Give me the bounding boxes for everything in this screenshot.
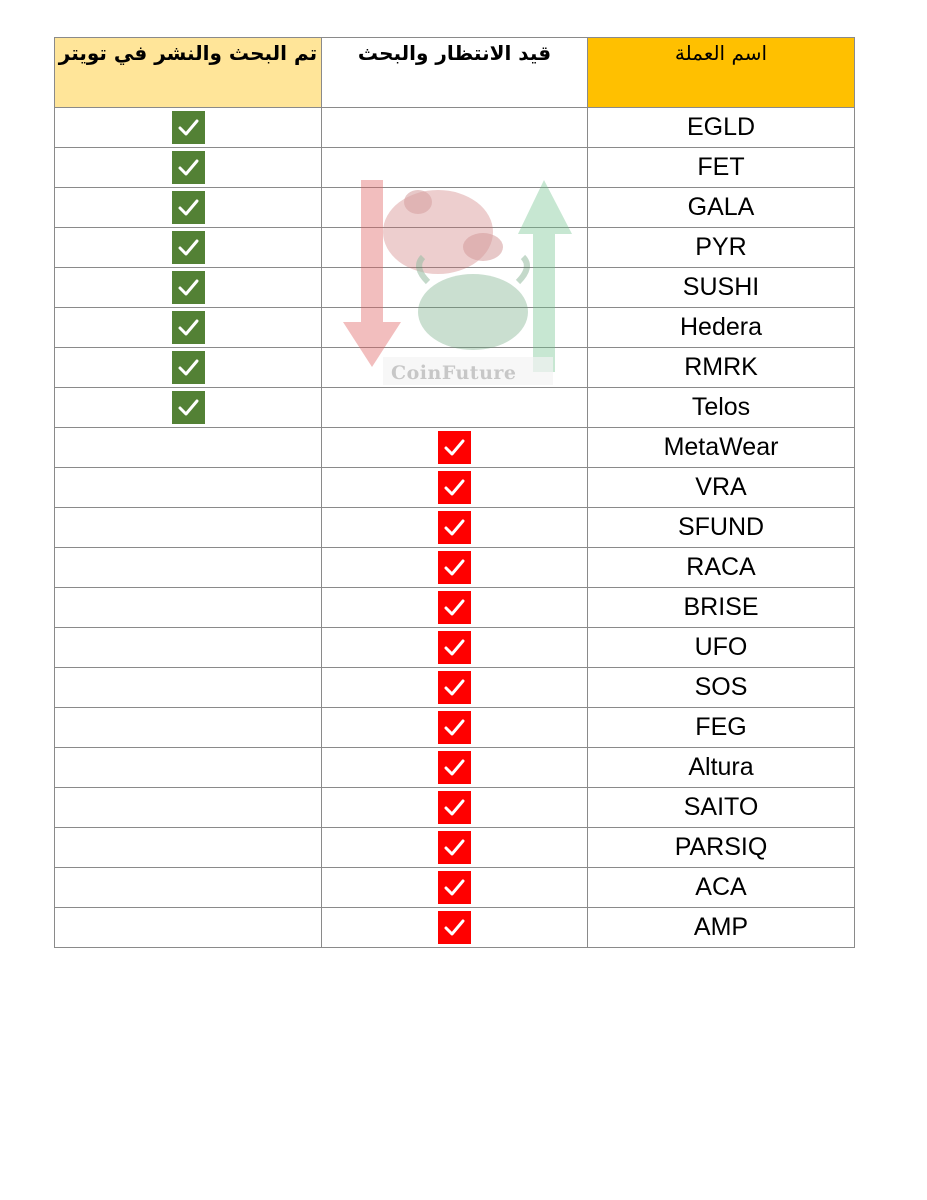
coin-name-cell: AMP [588,908,855,948]
check-red-icon [438,431,471,464]
coin-name-cell: Altura [588,748,855,788]
check-green-icon [172,151,205,184]
header-coin-name: اسم العملة [588,38,855,108]
table-row [55,228,855,268]
pending-cell [322,548,588,588]
pending-cell [322,868,588,908]
coin-name-cell: GALA [588,188,855,228]
posted-cell [55,348,322,388]
coin-name-cell: MetaWear [588,428,855,468]
pending-cell [322,828,588,868]
pending-cell [322,108,588,148]
pending-cell [322,348,588,388]
coin-name-cell: VRA [588,468,855,508]
check-red-icon [438,471,471,504]
pending-cell [322,228,588,268]
table-row [55,868,855,908]
check-red-icon [438,871,471,904]
posted-cell [55,908,322,948]
check-red-icon [438,671,471,704]
posted-cell [55,668,322,708]
posted-cell [55,468,322,508]
pending-cell [322,708,588,748]
coin-name-cell: FET [588,148,855,188]
check-green-icon [172,391,205,424]
posted-cell [55,108,322,148]
coin-name-cell: ACA [588,868,855,908]
check-red-icon [438,831,471,864]
posted-cell [55,508,322,548]
posted-cell [55,748,322,788]
pending-cell [322,188,588,228]
posted-cell [55,388,322,428]
table-row [55,628,855,668]
check-red-icon [438,511,471,544]
coin-status-table [54,37,855,948]
table-body [55,108,855,948]
coin-name-cell: RMRK [588,348,855,388]
table-row [55,748,855,788]
posted-cell [55,268,322,308]
coin-name-cell: RACA [588,548,855,588]
table-row [55,388,855,428]
posted-cell [55,548,322,588]
table-row [55,588,855,628]
check-red-icon [438,751,471,784]
table-row [55,548,855,588]
table-row [55,428,855,468]
table-row [55,348,855,388]
check-green-icon [172,271,205,304]
header-posted: تم البحث والنشر في تويتر [55,38,322,108]
coin-name-cell: UFO [588,628,855,668]
coin-name-cell: Hedera [588,308,855,348]
pending-cell [322,388,588,428]
check-green-icon [172,311,205,344]
coin-name-cell: FEG [588,708,855,748]
table-row [55,508,855,548]
check-green-icon [172,191,205,224]
posted-cell [55,308,322,348]
table-row [55,708,855,748]
table-row [55,268,855,308]
check-red-icon [438,631,471,664]
table-row [55,668,855,708]
pending-cell [322,788,588,828]
pending-cell [322,268,588,308]
posted-cell [55,588,322,628]
check-red-icon [438,711,471,744]
posted-cell [55,708,322,748]
check-green-icon [172,111,205,144]
pending-cell [322,508,588,548]
posted-cell [55,188,322,228]
check-red-icon [438,791,471,824]
pending-cell [322,428,588,468]
check-red-icon [438,591,471,624]
coin-name-cell: PARSIQ [588,828,855,868]
table-row [55,908,855,948]
coin-name-cell: Telos [588,388,855,428]
coin-name-cell: EGLD [588,108,855,148]
posted-cell [55,788,322,828]
pending-cell [322,628,588,668]
check-red-icon [438,551,471,584]
posted-cell [55,228,322,268]
posted-cell [55,628,322,668]
table-header-row [55,38,855,108]
table-row [55,468,855,508]
pending-cell [322,468,588,508]
table-row [55,308,855,348]
table-row [55,788,855,828]
coin-name-cell: SFUND [588,508,855,548]
posted-cell [55,868,322,908]
header-pending: قيد الانتظار والبحث [322,38,588,108]
table-row [55,828,855,868]
table-row [55,108,855,148]
pending-cell [322,588,588,628]
check-green-icon [172,231,205,264]
pending-cell [322,908,588,948]
coin-name-cell: SUSHI [588,268,855,308]
pending-cell [322,748,588,788]
pending-cell [322,148,588,188]
posted-cell [55,148,322,188]
coin-name-cell: PYR [588,228,855,268]
coin-name-cell: BRISE [588,588,855,628]
coin-name-cell: SOS [588,668,855,708]
check-red-icon [438,911,471,944]
check-green-icon [172,351,205,384]
table-row [55,148,855,188]
posted-cell [55,428,322,468]
watermark-text: CoinFuture [391,362,517,384]
coin-name-cell: SAITO [588,788,855,828]
pending-cell [322,668,588,708]
pending-cell [322,308,588,348]
table-row [55,188,855,228]
posted-cell [55,828,322,868]
